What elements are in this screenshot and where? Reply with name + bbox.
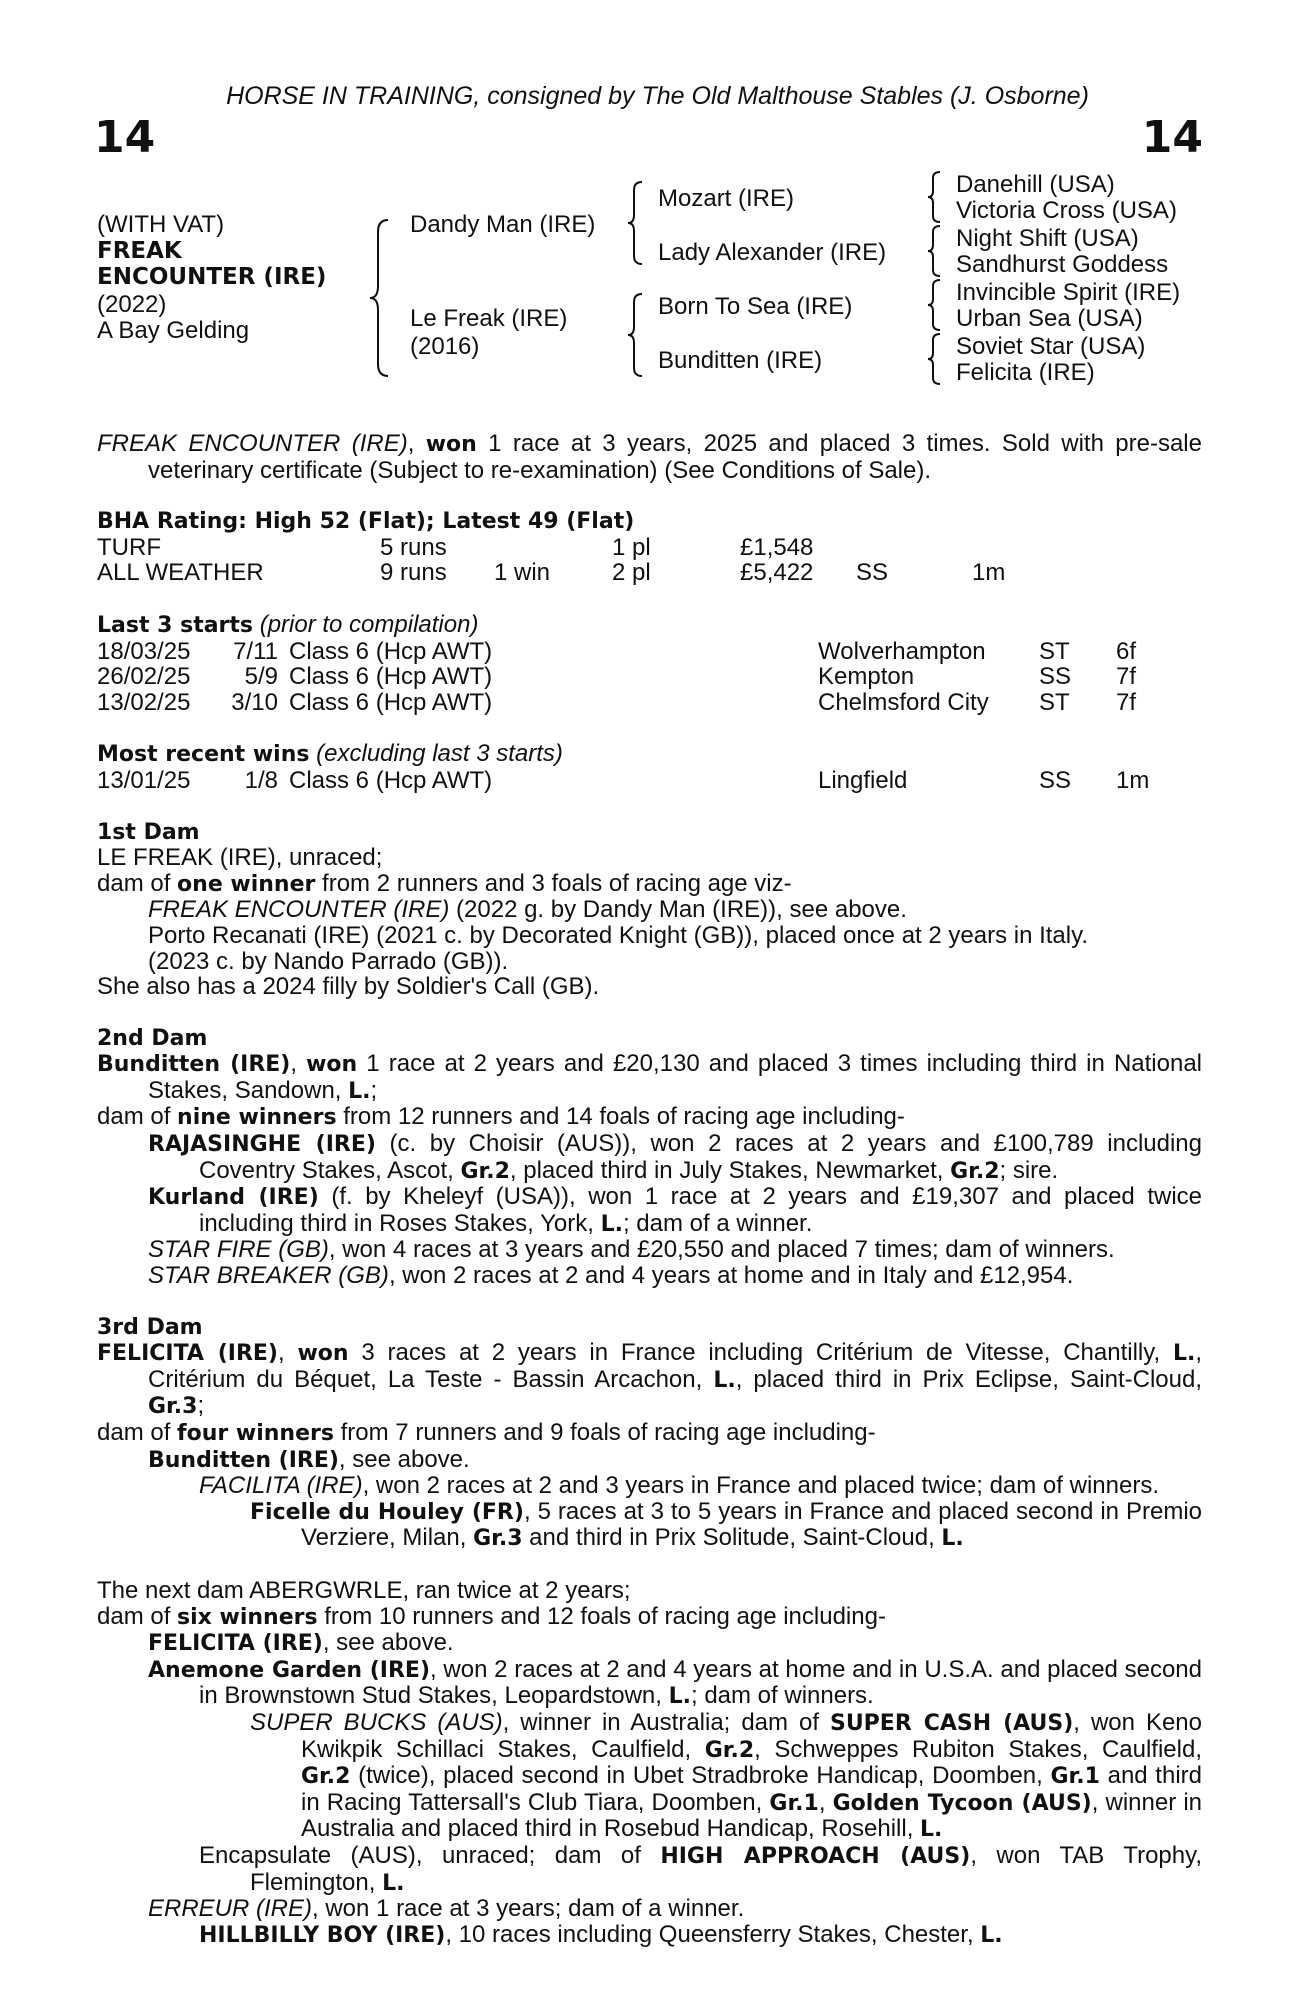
rating-runs: 5 runs xyxy=(380,533,447,561)
rating-title: BHA Rating: High 52 (Flat); Latest 49 (Flat) xyxy=(97,509,635,535)
start-date: 13/02/25 xyxy=(97,688,191,716)
summary-paragraph: FREAK ENCOUNTER (IRE), won 1 race at 3 years, 2025 and placed 3 times. Sold with pre-sale veterinary certificate (Subject to re-examination) (See Conditions of Sale). xyxy=(97,430,1202,484)
rating-distance: 1m xyxy=(972,559,1006,587)
pedigree-brace-g4 xyxy=(926,332,944,386)
dam2-produce-intro: dam of nine winners from 12 runners and 14 foals of racing age including- xyxy=(97,1103,905,1131)
next-dam-produce-item: ERREUR (IRE), won 1 race at 3 years; dam of a winner. xyxy=(148,1895,745,1923)
pedigree-sire-sire: Mozart (IRE) xyxy=(658,185,795,212)
start-going: ST xyxy=(1039,688,1070,716)
main-body xyxy=(97,431,1202,1948)
dam2-produce-item: STAR FIRE (GB), won 4 races at 3 years and £20,550 and placed 7 times; dam of winners. xyxy=(148,1236,1115,1264)
recent-wins-title-line xyxy=(97,741,1202,768)
start-distance: 6f xyxy=(1116,637,1137,665)
start-course: Chelmsford City xyxy=(818,688,989,716)
start-date: 26/02/25 xyxy=(97,663,191,691)
horse-description: A Bay Gelding xyxy=(97,317,250,344)
start-course: Wolverhampton xyxy=(818,637,986,665)
dam2-produce-item: Kurland (IRE) (f. by Kheleyf (USA)), won 1 race at 2 years and £19,307 and placed twice including third in Roses Stakes, York, L.; dam of a winner. xyxy=(148,1183,1202,1237)
dam1-line: LE FREAK (IRE), unraced; xyxy=(97,844,383,872)
summary-horse-name: FREAK ENCOUNTER (IRE) xyxy=(97,430,408,457)
pedigree-dam-year: (2016) xyxy=(410,333,480,360)
recent-going: SS xyxy=(1039,766,1072,794)
dam1-produce-intro: dam of one winner from 2 runners and 3 foals of racing age viz- xyxy=(97,869,792,897)
lot-number-right: 14 xyxy=(1141,112,1203,163)
pedigree-g3: Night Shift (USA) xyxy=(956,225,1139,252)
start-date: 18/03/25 xyxy=(97,637,191,665)
pedigree-g4: Sandhurst Goddess xyxy=(956,251,1169,278)
start-row xyxy=(97,639,1202,665)
start-row xyxy=(97,664,1202,690)
horse-name-line1: FREAK xyxy=(97,238,182,264)
start-distance: 7f xyxy=(1116,663,1137,691)
start-position: 5/9 xyxy=(244,663,278,691)
lot-number-left: 14 xyxy=(94,112,156,163)
dam1-title: 1st Dam xyxy=(97,819,200,845)
pedigree-g6: Urban Sea (USA) xyxy=(956,305,1143,332)
pedigree-g5: Invincible Spirit (IRE) xyxy=(956,279,1181,306)
dam1-produce-item: Porto Recanati (IRE) (2021 c. by Decorated Knight (GB)), placed once at 2 years in Italy. xyxy=(148,921,1088,949)
pedigree-brace-g1 xyxy=(926,170,944,224)
page-header: HORSE IN TRAINING, consigned by The Old Malthouse Stables (J. Osborne) xyxy=(226,82,1089,110)
rating-places: 2 pl xyxy=(612,559,651,587)
dam3-produce-item: FACILITA (IRE), won 2 races at 2 and 3 years in France and placed twice; dam of winners. xyxy=(199,1472,1159,1500)
dam2-title: 2nd Dam xyxy=(97,1025,208,1051)
rating-wins: 1 win xyxy=(494,559,551,587)
recent-class: Class 6 (Hcp AWT) xyxy=(289,766,493,794)
pedigree-dam-sire: Born To Sea (IRE) xyxy=(658,293,853,320)
pedigree-g8: Felicita (IRE) xyxy=(956,359,1095,386)
recent-wins-title: Most recent wins xyxy=(97,742,310,768)
pedigree-brace-sire xyxy=(626,180,646,266)
recent-position: 1/8 xyxy=(244,766,278,794)
recent-win-row xyxy=(97,768,1202,794)
rating-row xyxy=(97,535,1202,561)
dam1-produce-item: (2023 c. by Nando Parrado (GB)). xyxy=(148,947,509,975)
next-dam-line: The next dam ABERGWRLE, ran twice at 2 years; xyxy=(97,1576,631,1604)
next-dam-produce-item: SUPER BUCKS (AUS), winner in Australia; dam of SUPER CASH (AUS), won Keno Kwikpik Schillaci Stakes, Caulfield, Gr.2, Schweppes Rubiton Stakes, Caulfield, Gr.2 (twice), placed second in Ubet Stradbroke Handicap, Doomben, Gr.1 and third in Racing Tattersall's Club Tiara, Doomben, Gr.1, Golden Tycoon (AUS), winner in Australia and placed third in Rosebud Handicap, Rosehill, L. xyxy=(250,1708,1203,1843)
vat-note: (WITH VAT) xyxy=(97,211,225,238)
pedigree-g1: Danehill (USA) xyxy=(956,171,1115,198)
next-dam-produce-intro: dam of six winners from 10 runners and 12 foals of racing age including- xyxy=(97,1602,886,1630)
pedigree-brace-g3 xyxy=(926,278,944,332)
rating-surface: TURF xyxy=(97,533,161,561)
start-going: ST xyxy=(1039,637,1070,665)
rating-surface: ALL WEATHER xyxy=(97,559,264,587)
dam1-note: She also has a 2024 filly by Soldier's Call (GB). xyxy=(97,973,600,1001)
pedigree-sire-dam: Lady Alexander (IRE) xyxy=(658,239,887,266)
rating-places: 1 pl xyxy=(612,533,651,561)
next-dam-produce-item: FELICITA (IRE), see above. xyxy=(148,1629,454,1657)
pedigree-g2: Victoria Cross (USA) xyxy=(956,197,1177,224)
last-starts-title-line xyxy=(97,612,1202,639)
start-class: Class 6 (Hcp AWT) xyxy=(289,663,493,691)
pedigree-g7: Soviet Star (USA) xyxy=(956,333,1146,360)
pedigree-dam-dam: Bunditten (IRE) xyxy=(658,347,823,374)
dam2-record: Bunditten (IRE), won 1 race at 2 years and £20,130 and placed 3 times including third in National Stakes, Sandown, L.; xyxy=(97,1050,1203,1104)
rating-row xyxy=(97,560,1202,586)
start-class: Class 6 (Hcp AWT) xyxy=(289,688,493,716)
horse-name-line2: ENCOUNTER (IRE) xyxy=(97,264,327,290)
dam3-produce-intro: dam of four winners from 7 runners and 9 foals of racing age including- xyxy=(97,1419,876,1446)
next-dam-produce-item: Anemone Garden (IRE), won 2 races at 2 and 4 years at home and in U.S.A. and placed second in Brownstown Stud Stakes, Leopardstown, L.; dam of winners. xyxy=(148,1655,1203,1710)
recent-course: Lingfield xyxy=(818,766,908,794)
pedigree-brace-g2 xyxy=(926,224,944,278)
dam3-title: 3rd Dam xyxy=(97,1314,203,1340)
dam2-produce-item: RAJASINGHE (IRE) (c. by Choisir (AUS)), won 2 races at 2 years and £100,789 including Coventry Stakes, Ascot, Gr.2, placed third in July Stakes, Newmarket, Gr.2; sire. xyxy=(148,1130,1203,1184)
rating-money: £1,548 xyxy=(740,533,814,561)
start-going: SS xyxy=(1039,663,1072,691)
summary-text: 1 race at 3 years, 2025 and placed 3 times. Sold with pre-sale veterinary certificate (Subject to re-examination) (See Conditions of Sale). xyxy=(148,430,1202,484)
dam2-produce-item: STAR BREAKER (GB), won 2 races at 2 and 4 years at home and in Italy and £12,954. xyxy=(148,1262,1074,1290)
rating-money: £5,422 xyxy=(740,559,814,587)
dam1-produce-item: FREAK ENCOUNTER (IRE) (2022 g. by Dandy Man (IRE)), see above. xyxy=(148,896,907,924)
recent-date: 13/01/25 xyxy=(97,766,191,794)
start-position: 7/11 xyxy=(233,637,278,665)
next-dam-produce-item: Encapsulate (AUS), unraced; dam of HIGH APPROACH (AUS), won TAB Trophy, Flemington, L. xyxy=(199,1841,1202,1896)
rating-going: SS xyxy=(856,559,889,587)
recent-distance: 1m xyxy=(1116,766,1150,794)
recent-wins-note: (excluding last 3 starts) xyxy=(316,740,563,768)
start-row xyxy=(97,690,1202,716)
start-position: 3/10 xyxy=(231,688,278,716)
next-dam-produce-item: HILLBILLY BOY (IRE), 10 races including Queensferry Stakes, Chester, L. xyxy=(199,1920,1003,1948)
pedigree-brace-main xyxy=(368,218,392,378)
summary-won: won xyxy=(425,432,477,457)
rating-runs: 9 runs xyxy=(380,559,447,587)
start-class: Class 6 (Hcp AWT) xyxy=(289,637,493,665)
dam1-winners-count: one winner xyxy=(177,871,316,897)
last-starts-note: (prior to compilation) xyxy=(259,610,479,638)
foaling-year: (2022) xyxy=(97,291,167,318)
pedigree-sire: Dandy Man (IRE) xyxy=(410,211,596,238)
dam3-produce-item: Bunditten (IRE), see above. xyxy=(148,1445,470,1473)
pedigree-brace-dam xyxy=(626,292,646,378)
last-starts-title: Last 3 starts xyxy=(97,612,254,638)
pedigree-dam: Le Freak (IRE) xyxy=(410,305,568,332)
dam3-record: FELICITA (IRE), won 3 races at 2 years in France including Critérium de Vitesse, Chantilly, L., Critérium du Béquet, La Teste - Bassin Arcachon, L., placed third in Prix Eclipse, Saint-Cloud, Gr.3; xyxy=(97,1339,1203,1420)
dam3-produce-item: Ficelle du Houley (FR), 5 races at 3 to 5 years in France and placed second in Premio Verziere, Milan, Gr.3 and third in Prix Solitude, Saint-Cloud, L. xyxy=(250,1497,1202,1552)
start-distance: 7f xyxy=(1116,688,1137,716)
start-course: Kempton xyxy=(818,663,915,691)
